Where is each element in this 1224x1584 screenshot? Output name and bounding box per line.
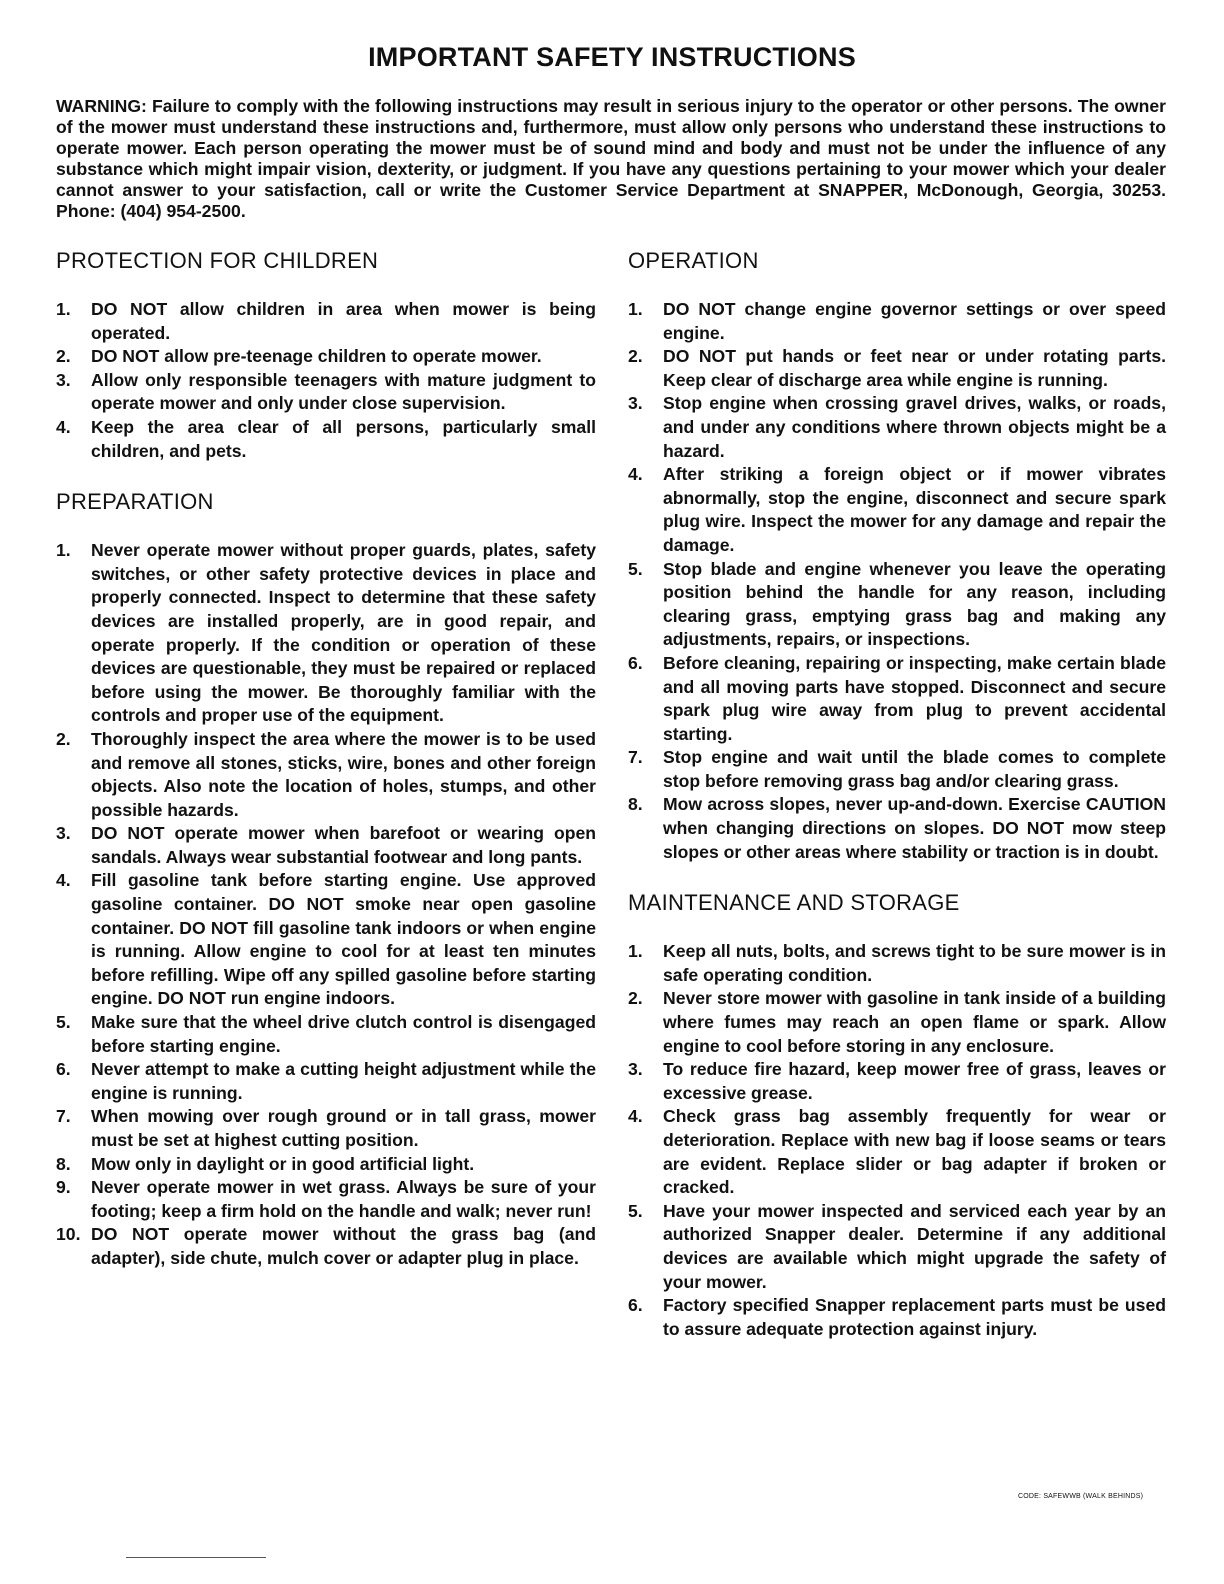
list-item bbox=[628, 345, 1166, 392]
item-text: Factory specified Snapper replacement parts must be used to assure adequate protection against injury. bbox=[663, 1295, 1166, 1339]
item-text: DO NOT operate mower when barefoot or wearing open sandals. Always wear substantial footwear and long pants. bbox=[91, 823, 596, 867]
item-number: 4. bbox=[56, 870, 71, 891]
right-column bbox=[628, 246, 1166, 1341]
protection-list bbox=[56, 298, 596, 463]
item-text: DO NOT put hands or feet near or under rotating parts. Keep clear of discharge area while engine is running. bbox=[663, 346, 1166, 390]
item-text: Mow only in daylight or in good artificial light. bbox=[91, 1153, 475, 1174]
item-text: DO NOT operate mower without the grass bag (and adapter), side chute, mulch cover or adapter plug in place. bbox=[91, 1224, 596, 1268]
item-text: To reduce fire hazard, keep mower free of grass, leaves or excessive grease. bbox=[663, 1059, 1166, 1103]
item-text: DO NOT allow pre-teenage children to operate mower. bbox=[91, 346, 542, 367]
list-item bbox=[628, 1105, 1166, 1199]
item-text: Before cleaning, repairing or inspecting, make certain blade and all moving parts have stopped. Disconnect and secure spark plug wire away from plug to prevent accidental starting. bbox=[663, 652, 1166, 744]
list-item bbox=[628, 558, 1166, 652]
item-number: 7. bbox=[628, 747, 643, 768]
item-text: After striking a foreign object or if mower vibrates abnormally, stop the engine, disconnect and secure spark plug wire. Inspect the mower for any damage and repair the damage. bbox=[663, 464, 1166, 555]
item-text: Check grass bag assembly frequently for wear or deterioration. Replace with new bag if loose seams or tears are evident. Replace slider or bag adapter if broken or cracked. bbox=[663, 1106, 1166, 1198]
item-number: 1. bbox=[56, 540, 71, 561]
item-number: 6. bbox=[628, 1295, 643, 1316]
item-text: Stop blade and engine whenever you leave the operating position behind the handle for any reason, including clearing grass, emptying grass bag and making any adjustments, repairs, or inspections. bbox=[663, 558, 1166, 650]
list-item bbox=[56, 345, 596, 369]
preparation-list bbox=[56, 539, 596, 1270]
list-item bbox=[56, 539, 596, 728]
list-item bbox=[56, 1223, 596, 1270]
item-number: 2. bbox=[628, 346, 643, 367]
item-text: DO NOT allow children in area when mower is being operated. bbox=[91, 299, 596, 343]
list-item bbox=[56, 1011, 596, 1058]
item-text: Stop engine when crossing gravel drives, walks, or roads, and under any conditions where thrown objects might be a hazard. bbox=[663, 393, 1166, 461]
list-item bbox=[628, 463, 1166, 557]
operation-list bbox=[628, 298, 1166, 864]
item-text: Never store mower with gasoline in tank inside of a building where fumes may reach an open flame or spark. Allow engine to cool before storing in any enclosure. bbox=[663, 988, 1166, 1056]
item-number: 1. bbox=[56, 299, 71, 319]
list-item bbox=[56, 822, 596, 869]
item-text: Have your mower inspected and serviced each year by an authorized Snapper dealer. Determine if any additional devices are available which might upgrade the safety of your mower. bbox=[663, 1200, 1166, 1292]
item-text: Never operate mower without proper guards, plates, safety switches, or other safety protective devices in place and properly connected. Inspect to determine that these safety devices are installed properly, are in good repair, and operate properly. If the condition or operation of these devices are questionable, they must be repaired or replaced before using the mower. Be thoroughly familiar with the controls and proper use of the equipment. bbox=[91, 540, 596, 726]
list-item bbox=[628, 298, 1166, 345]
item-number: 6. bbox=[56, 1059, 71, 1080]
list-item bbox=[56, 298, 596, 345]
item-number: 10. bbox=[56, 1224, 81, 1245]
item-number: 1. bbox=[628, 299, 643, 319]
maintenance-heading: MAINTENANCE AND STORAGE bbox=[628, 890, 960, 916]
warning-paragraph: WARNING: Failure to comply with the following instructions may result in serious injury to the operator or other persons. The owner of the mower must understand these instructions and, furthermore, must allow only persons who understand these instructions to operate mower. Each person operating the mower must be of sound mind and body and must not be under the influence of any substance which might impair vision, dexterity, or judgment. If you have any questions pertaining to your mower which your dealer cannot answer to your satisfaction, call or write the Customer Service Department at SNAPPER, McDonough, Georgia, 30253. Phone: (404) 954-2500. bbox=[56, 96, 1166, 221]
item-number: 7. bbox=[56, 1106, 71, 1127]
list-item bbox=[628, 793, 1166, 864]
left-column bbox=[56, 246, 596, 1271]
item-number: 4. bbox=[628, 1106, 643, 1127]
item-text: Mow across slopes, never up-and-down. Exercise CAUTION when changing directions on slopes. DO NOT mow steep slopes or other areas where stability or traction is in doubt. bbox=[663, 794, 1166, 862]
item-number: 3. bbox=[628, 393, 643, 414]
list-item bbox=[56, 416, 596, 463]
item-number: 5. bbox=[628, 558, 643, 579]
list-item bbox=[56, 728, 596, 822]
list-item bbox=[56, 369, 596, 416]
maintenance-list bbox=[628, 940, 1166, 1341]
list-item bbox=[628, 746, 1166, 793]
list-item bbox=[628, 652, 1166, 746]
item-number: 5. bbox=[628, 1200, 643, 1221]
item-text: Never operate mower in wet grass. Always be sure of your footing; keep a firm hold on the handle and walk; never run! bbox=[91, 1177, 596, 1221]
scan-artifact-line bbox=[126, 1557, 266, 1558]
list-item bbox=[56, 1058, 596, 1105]
item-number: 2. bbox=[56, 728, 71, 749]
item-number: 9. bbox=[56, 1177, 71, 1198]
item-number: 4. bbox=[56, 416, 71, 437]
item-number: 3. bbox=[628, 1059, 643, 1080]
item-number: 4. bbox=[628, 464, 643, 485]
item-text: When mowing over rough ground or in tall grass, mower must be set at highest cutting position. bbox=[91, 1106, 596, 1150]
item-text: Stop engine and wait until the blade comes to complete stop before removing grass bag and/or clearing grass. bbox=[663, 747, 1166, 791]
list-item bbox=[628, 392, 1166, 463]
item-text: Allow only responsible teenagers with mature judgment to operate mower and only under close supervision. bbox=[91, 369, 596, 414]
item-text: Keep the area clear of all persons, particularly small children, and pets. bbox=[91, 416, 596, 461]
item-number: 2. bbox=[628, 988, 643, 1009]
preparation-heading: PREPARATION bbox=[56, 489, 214, 515]
list-item bbox=[628, 1294, 1166, 1341]
item-number: 3. bbox=[56, 823, 71, 844]
item-number: 8. bbox=[628, 794, 643, 815]
list-item bbox=[628, 987, 1166, 1058]
page-title: IMPORTANT SAFETY INSTRUCTIONS bbox=[368, 42, 856, 72]
item-text: Keep all nuts, bolts, and screws tight to be sure mower is in safe operating condition. bbox=[663, 941, 1166, 985]
list-item bbox=[628, 1058, 1166, 1105]
item-number: 8. bbox=[56, 1153, 71, 1174]
operation-heading: OPERATION bbox=[628, 248, 759, 273]
protection-heading: PROTECTION FOR CHILDREN bbox=[56, 248, 379, 273]
list-item bbox=[628, 940, 1166, 987]
item-text: Fill gasoline tank before starting engine. Use approved gasoline container. DO NOT smoke near open gasoline container. DO NOT fill gasoline tank indoors or when engine is running. Allow engine to cool for at least ten minutes before refilling. Wipe off any spilled gasoline before starting engine. DO NOT run engine indoors. bbox=[91, 870, 596, 1009]
list-item bbox=[56, 1105, 596, 1152]
code-note: CODE: SAFEWWB (WALK BEHINDS) bbox=[1018, 1493, 1144, 1500]
item-text: DO NOT change engine governor settings or over speed engine. bbox=[663, 299, 1166, 343]
item-text: Never attempt to make a cutting height adjustment while the engine is running. bbox=[91, 1059, 596, 1103]
item-text: Thoroughly inspect the area where the mower is to be used and remove all stones, sticks, wire, bones and other foreign objects. Also note the location of holes, stumps, and other possible hazards. bbox=[91, 728, 596, 820]
item-number: 2. bbox=[56, 346, 71, 367]
list-item bbox=[56, 1153, 596, 1177]
item-text: Make sure that the wheel drive clutch control is disengaged before starting engine. bbox=[91, 1012, 596, 1056]
item-number: 5. bbox=[56, 1012, 71, 1033]
item-number: 3. bbox=[56, 369, 71, 390]
list-item bbox=[56, 869, 596, 1011]
item-number: 1. bbox=[628, 941, 643, 962]
list-item bbox=[628, 1200, 1166, 1294]
item-number: 6. bbox=[628, 652, 643, 673]
list-item bbox=[56, 1176, 596, 1223]
